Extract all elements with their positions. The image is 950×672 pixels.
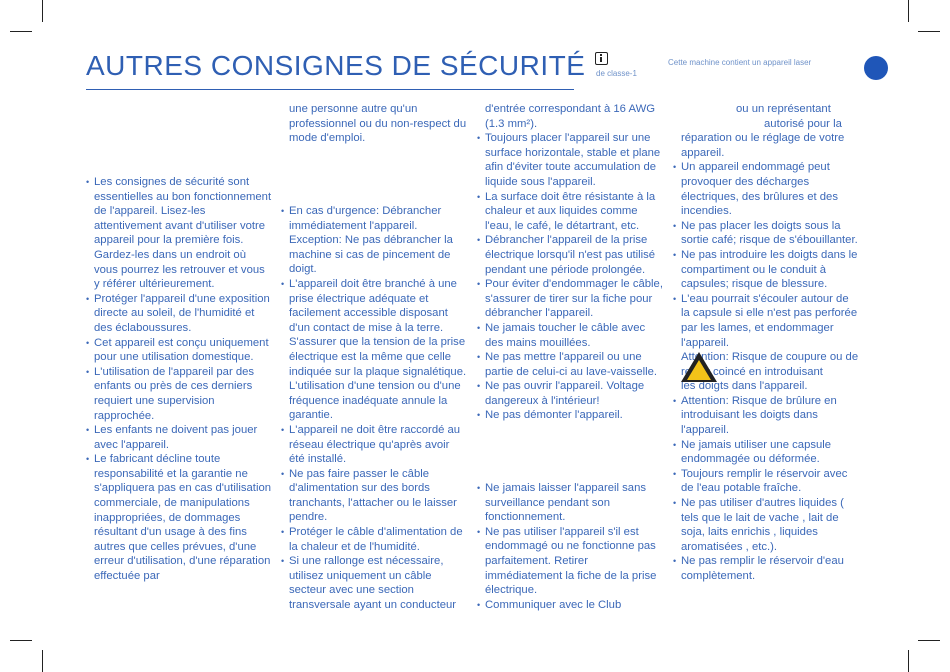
warning-text: les doigts dans l'appareil. [681,380,808,393]
list-item: • Débrancher l'appareil de la prise électrique lorsqu'il n'est pas utilisé pendant une période prolongée. [477,233,663,277]
list-item: • Protéger le câble d'alimentation de la chaleur et de l'humidité. [281,525,467,554]
continued-text: ou un représentant [736,103,831,115]
list-item: • En cas d'urgence: Débrancher immédiatement l'appareil. Exception: Ne pas débrancher la machine si cas de pincement de doigt. [281,204,467,277]
crop-mark [10,31,32,32]
list-item: • Protéger l'appareil d'une exposition directe au soleil, de l'humidité et des éclaboussures. [86,292,272,336]
continued-text: d'entrée correspondant à 16 AWG (1.3 mm²). [485,103,656,130]
list-item: • L'utilisation de l'appareil par des enfants ou près de ces derniers requiert une supervision rapprochée. [86,365,272,423]
list-item: • Toujours remplir le réservoir avec de l'eau potable fraîche. [673,467,859,496]
title-underline [86,89,574,90]
list-item: • Attention: Risque de brûlure en introduisant les doigts dans l'appareil. [673,394,859,438]
warning-block [673,350,859,394]
list-item: • Ne jamais utiliser une capsule endommagée ou déformée. [673,438,859,467]
list-item: • Ne pas faire passer le câble d'alimentation sur des bords tranchants, l'attacher ou le laisser pendre. [281,467,467,525]
crop-mark [42,650,43,672]
list-item: • Ne pas utiliser l'appareil s'il est endommagé ou ne fonctionne pas parfaitement. Retirer immédiatement la fiche de la prise électrique. [477,525,663,598]
column-2 [281,204,467,613]
list-item: • La surface doit être résistante à la chaleur et aux liquides comme l'eau, le café, le détartrant, etc. [477,190,663,234]
crop-mark [918,31,940,32]
column-2-continuation [281,102,467,146]
crop-mark [908,650,909,672]
crop-mark [10,640,32,641]
page-marker-circle [864,56,888,80]
list-item: • Ne pas introduire les doigts dans le compartiment ou le conduit à capsules; risque de blessure. [673,248,859,292]
warning-text: Attention: Risque de coupure ou de rester coincé en introduisant [681,351,859,378]
list-item: • Si une rallonge est nécessaire, utilisez uniquement un câble secteur avec une section transversale ayant un conducteur [281,554,467,612]
list-item: • Ne pas ouvrir l'appareil. Voltage dangereux à l'intérieur! [477,379,663,408]
list-item: • Les consignes de sécurité sont essentielles au bon fonctionnement de l'appareil. Lisez-les attentivement avant d'utiliser votre appareil pour la première fois. Gardez-les dans un endroit où vous pourrez les retrouver et vous y référer ultérieurement. [86,175,272,292]
column-3-lower [477,481,663,612]
list-item: • Pour éviter d'endommager le câble, s'assurer de tirer sur la fiche pour débrancher l'appareil. [477,277,663,321]
info-icon [595,52,608,65]
list-item: • L'eau pourrait s'écouler autour de la capsule si elle n'est pas perforée par les lames, et endommager l'appareil. [673,292,859,350]
column-1 [86,175,272,584]
list-item: • Cet appareil est conçu uniquement pour une utilisation domestique. [86,336,272,365]
list-item: • Toujours placer l'appareil sur une surface horizontale, stable et plane afin d'éviter toute accumulation de liquide sous l'appareil. [477,131,663,189]
column-3 [477,102,663,423]
list-item: • Communiquer avec le Club [477,598,663,613]
list-item: • Un appareil endommagé peut provoquer des décharges électriques, des brûlures et des incendies. [673,160,859,218]
list-item: • Ne pas démonter l'appareil. [477,408,663,423]
list-item: • Le fabricant décline toute responsabilité et la garantie ne s'appliquera pas en cas d'utilisation commerciale, de manipulations inappropriées, de dommages résultant d'un usage à des fins autres que celles prévues, d'une erreur d'utilisation, d'une réparation effectuée par [86,452,272,583]
list-item: • Les enfants ne doivent pas jouer avec l'appareil. [86,423,272,452]
page-title: AUTRES CONSIGNES DE SÉCURITÉ [86,50,586,81]
crop-mark [42,0,43,22]
list-item: • Ne pas remplir le réservoir d'eau complètement. [673,554,859,583]
laser-class-label: de classe-1 [596,69,637,78]
warning-triangle-fill [687,360,711,380]
crop-mark [918,640,940,641]
list-item: • Ne pas mettre l'appareil ou une partie de celui-ci au lave-vaisselle. [477,350,663,379]
continued-text: réparation ou le réglage de votre appareil. [681,132,845,159]
list-item: • L'appareil doit être branché à une prise électrique adéquate et facilement accessible disposant d'un contact de mise à la terre. S'assurer que la tension de la prise électrique est la même que celle indiquée sur la plaque signalétique. L'utilisation d'une tension ou d'une fréquence inadéquate annule la garantie. [281,277,467,423]
list-item: • Ne jamais laisser l'appareil sans surveillance pendant son fonctionnement. [477,481,663,525]
crop-mark [908,0,909,22]
continued-text: une personne autre qu'un professionnel ou du non-respect du mode d'emploi. [289,103,467,145]
list-item: • Ne pas placer les doigts sous la sortie café; risque de s'ébouillanter. [673,219,859,248]
list-item: • Ne jamais toucher le câble avec des mains mouillées. [477,321,663,350]
laser-note: Cette machine contient un appareil laser [668,58,812,67]
column-4 [673,102,859,584]
list-item: • Ne pas utiliser d'autres liquides ( tels que le lait de vache , lait de soja, laits enrichis , liquides aromatisées , etc.). [673,496,859,554]
continued-text: autorisé pour la [764,117,842,130]
list-item: • L'appareil ne doit être raccordé au réseau électrique qu'après avoir été installé. [281,423,467,467]
